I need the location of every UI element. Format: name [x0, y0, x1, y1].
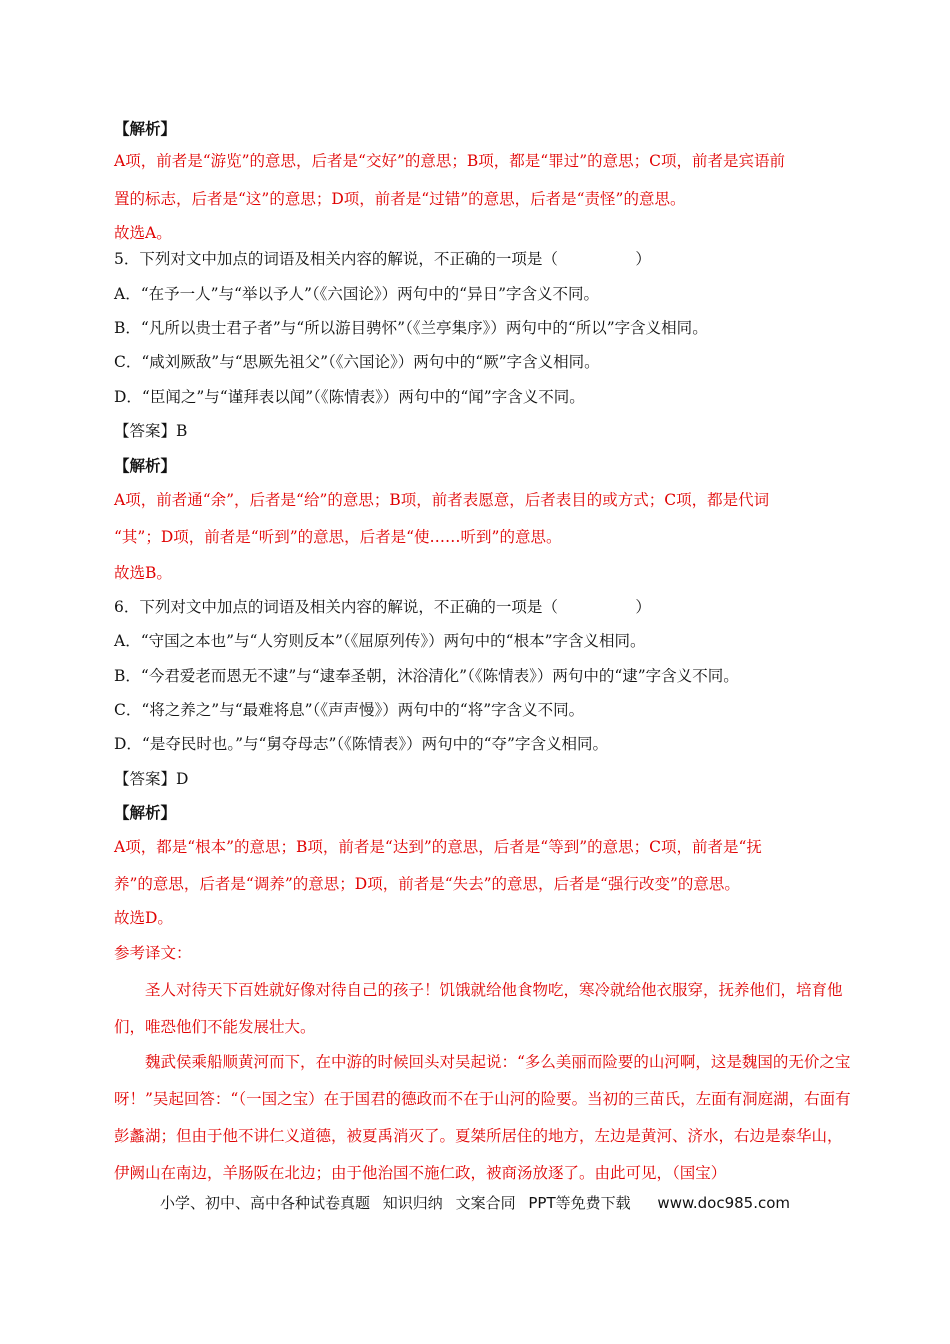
text-line: A项，都是“根本”的意思；B项，前者是“达到”的意思，后者是“等到”的意思；C项，前者是“抚 [114, 838, 762, 856]
text-line: 【答案】B [114, 422, 188, 440]
footer-text-3: 文案合同 [455, 1194, 516, 1212]
translation-paragraph: 圣人对待天下百姓就好像对待自己的孩子！饥饿就给他食物吃，寒冷就给他衣服穿，抚养他们，培育他们，唯恐他们不能发展壮大。 [114, 981, 843, 1036]
footer-text-4: PPT等免费下载 [528, 1194, 631, 1212]
text-line: B．“凡所以贵士君子者”与“所以游目骋怀”（《兰亭集序》）两句中的“所以”字含义相同。 [114, 319, 708, 337]
footer-text-2: 知识归纳 [382, 1194, 443, 1212]
text-line: C．“咸刘厥敌”与“思厥先祖父”（《六国论》）两句中的“厥”字含义相同。 [114, 353, 600, 371]
footer-text-1: 小学、初中、高中各种试卷真题 [159, 1194, 370, 1212]
footer-link[interactable]: www.doc985.com [657, 1194, 790, 1212]
text-line: D．“是夺民时也。”与“舅夺母志”（《陈情表》）两句中的“夺”字含义相同。 [114, 735, 608, 753]
text-line: “其”；D项，前者是“听到”的意思，后者是“使……听到”的意思。 [114, 528, 562, 546]
translation-paragraph: 魏武侯乘船顺黄河而下，在中游的时候回头对吴起说：“多么美丽而险要的山河啊，这是魏国的无价之宝呀！”吴起回答：“（一国之宝）在于国君的德政而不在于山河的险要。当初的三苗氏，左面有洞庭湖，右面有彭蠡湖；但由于他不讲仁义道德，被夏禹消灭了。夏桀所居住的地方，左边是黄河、济水，右边是泰华山，伊阙山在南边，羊肠阪在北边；由于他治国不施仁政，被商汤放逐了。由此可见，（国宝） [114, 1053, 851, 1182]
text-line: 【解析】 [114, 803, 177, 822]
text-line: 【解析】 [114, 456, 177, 475]
text-line: 6．下列对文中加点的词语及相关内容的解说，不正确的一项是（ ） [114, 598, 651, 616]
text-line: 参考译文： [114, 944, 192, 962]
text-line: 【答案】D [114, 770, 189, 788]
text-line: 故选B。 [114, 564, 172, 582]
text-line: 5．下列对文中加点的词语及相关内容的解说，不正确的一项是（ ） [114, 250, 651, 268]
text-line: A．“在予一人”与“举以予人”（《六国论》）两句中的“异日”字含义不同。 [114, 285, 599, 303]
text-line: D．“臣闻之”与“谨拜表以闻”（《陈情表》）两句中的“闻”字含义不同。 [114, 388, 585, 406]
text-line: 【解析】 [114, 119, 177, 138]
text-line: 置的标志，后者是“这”的意思；D项，前者是“过错”的意思，后者是“责怪”的意思。 [114, 190, 686, 208]
text-line: 故选D。 [114, 909, 173, 927]
text-line: A．“守国之本也”与“人穷则反本”（《屈原列传》）两句中的“根本”字含义相同。 [114, 632, 646, 650]
page-footer [0, 1192, 950, 1213]
text-line: C．“将之养之”与“最难将息”（《声声慢》）两句中的“将”字含义不同。 [114, 701, 585, 719]
text-line: B．“今君爱老而恩无不逮”与“逮奉圣朝，沐浴清化”（《陈情表》）两句中的“逮”字含义不同。 [114, 667, 739, 685]
text-line: 故选A。 [114, 224, 172, 242]
text-line: A项，前者是“游览”的意思，后者是“交好”的意思；B项，都是“罪过”的意思；C项，前者是宾语前 [114, 152, 785, 170]
text-line: 养”的意思，后者是“调养”的意思；D项，前者是“失去”的意思，后者是“强行改变”的意思。 [114, 875, 740, 893]
text-line: A项，前者通“余”，后者是“给”的意思；B项，前者表愿意，后者表目的或方式；C项，都是代词 [114, 491, 770, 509]
